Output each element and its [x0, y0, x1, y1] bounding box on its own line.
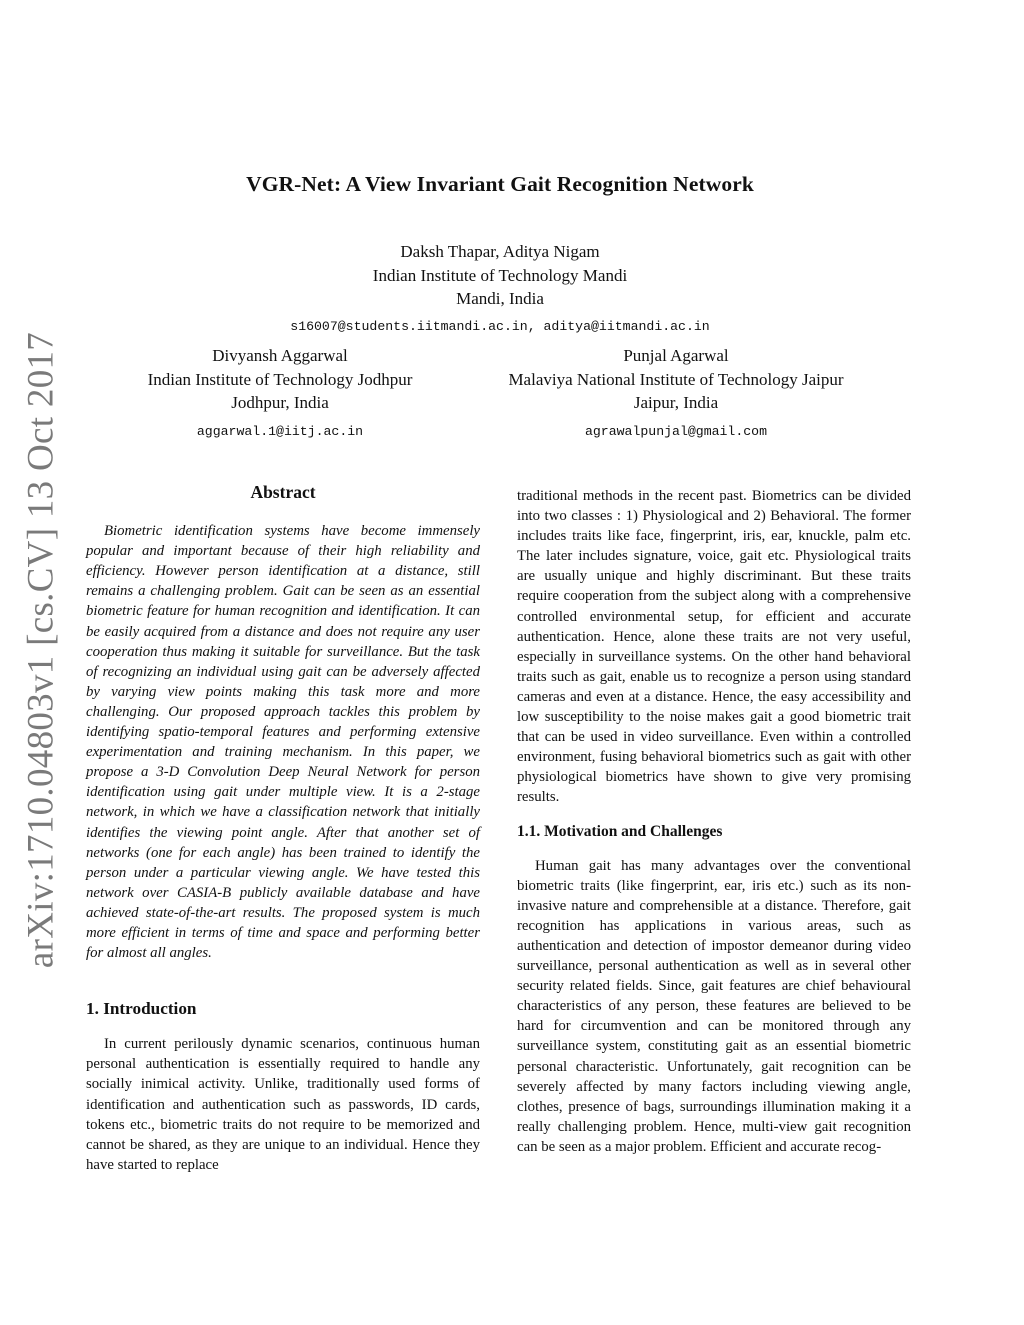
author-affiliation: Malaviya National Institute of Technology Jaipur — [508, 369, 844, 389]
author-block-left — [80, 344, 480, 443]
author-location: Jaipur, India — [633, 393, 719, 412]
author-affiliation: Indian Institute of Technology Jodhpur — [147, 369, 413, 389]
author-block-right — [476, 344, 876, 443]
abstract-heading: Abstract — [250, 482, 316, 502]
author-affiliation: Indian Institute of Technology Mandi — [372, 265, 628, 285]
introduction-paragraph-continued: traditional methods in the recent past. Biometrics can be divided into two classes : 1) Physiological and 2) Behavioral. The former includes traits like face, fingerprint, iris, ear, knuckle, palm etc. The later includes signature, voice, gait etc. Physiological traits are usually unique and highly discriminant. But these traits require cooperation from the subject along with a comprehensive controlled environmental setup, for efficient and accurate authentication. Hence, alone these traits are not very useful, especially in surveillance systems. On the other hand behavioral traits such as gait, enable us to recognize a person using standard cameras and even at a distance. Hence, the easy accessibility and low susceptibility to the noise makes gait a good biometric trait that can be used in video surveillance. Even within a controlled environment, fusing behavioral biometrics such as gait with other physiological biometrics have shown to give very promising results. — [517, 488, 911, 806]
arxiv-id: arXiv:1710.04803v1 [cs.CV] 13 Oct 2017 — [20, 331, 62, 969]
author-names: Daksh Thapar, Aditya Nigam — [400, 242, 600, 261]
author-email: aggarwal.1@iitj.ac.in — [196, 423, 364, 439]
author-block-main — [0, 240, 1000, 338]
right-column — [517, 486, 911, 1157]
author-location: Jodhpur, India — [231, 393, 329, 412]
introduction-heading: 1. Introduction — [86, 999, 197, 1019]
author-email: agrawalpunjal@gmail.com — [584, 423, 768, 439]
left-column — [86, 482, 480, 1175]
abstract-text: Biometric identification systems have become immensely popular and important because of their high reliability and efficiency. However person identification at a distance, still remains a challenging problem. Gait can be seen as an essential biometric feature for human recognition and identification. It can be easily acquired from a distance and does not require any user cooperation thus making it suitable for surveillance. But the task of recognizing an individual using gait can be adversely affected by varying view points making this task more and more challenging. Our proposed approach tackles this problem by identifying spatio-temporal features and performing extensive experimentation and training mechanism. In this paper, we propose a 3-D Convolution Deep Neural Network for person identification using gait under multiple view. It is a 2-stage network, in which we have a classification network that initially identifies the viewing point angle. After that another set of networks (one for each angle) has been trained to identify the person under a particular viewing angle. We have tested this network over CASIA-B publicly available database and have achieved state-of-the-art results. The proposed system is much more efficient in terms of time and space and performing better for almost all angles. — [86, 523, 480, 962]
paper-title: VGR-Net: A View Invariant Gait Recognition Network — [246, 172, 754, 196]
author-location: Mandi, India — [456, 289, 544, 308]
motivation-paragraph: Human gait has many advantages over the conventional biometric traits (like fingerprint, ear, iris etc.) such as its non-invasive nature and comprehensible at a distance. Therefore, gait recognition has applications in various areas, such as authentication and detection of impostor demeanor during video surveillance, personal authentication as well as in several other security related fields. Since, gait features are chief behavioural characteristics of any person, these features are believed to be hard for circumvention and can be monitored through any surveillance system, constituting gait as an essential biometric personal characteristic. Unfortunately, gait recognition can be severely affected by many factors including viewing angle, clothes, presence of bags, surroundings illumination making it a really challenging problem. Hence, multi-view gait recognition can be seen as a major problem. Efficient and accurate recog- — [517, 857, 911, 1155]
motivation-heading: 1.1. Motivation and Challenges — [517, 822, 723, 840]
author-name: Divyansh Aggarwal — [212, 346, 348, 365]
author-emails: s16007@students.iitmandi.ac.in, aditya@iitmandi.ac.in — [290, 318, 710, 334]
author-name: Punjal Agarwal — [623, 346, 729, 365]
introduction-paragraph: In current perilously dynamic scenarios, continuous human personal authentication is essentially required to handle any socially inimical activity. Unlike, traditionally used forms of identification and authentication such as passwords, ID cards, tokens etc., biometric traits do not require to be memorized and cannot be shared, as they are unique to an individual. Hence they have started to replace — [86, 1036, 480, 1173]
